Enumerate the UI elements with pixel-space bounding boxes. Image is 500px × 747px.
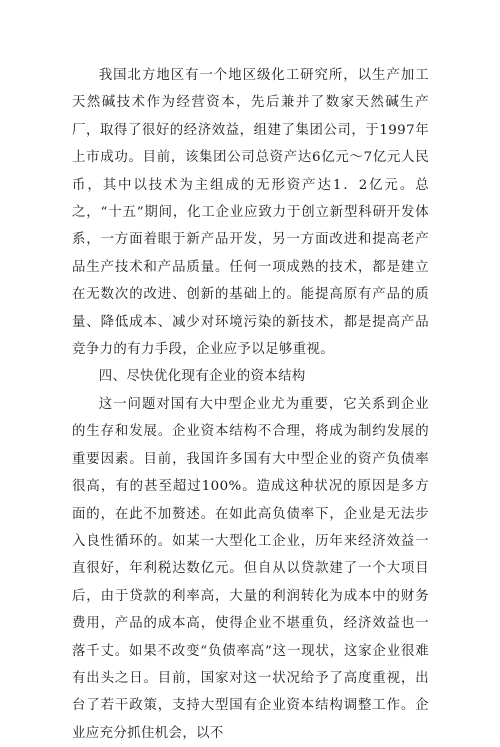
paragraph-capital-structure: 这一问题对国有大中型企业尤为重要，它关系到企业的生存和发展。企业资本结构不合理，将成为制约发展的重要因素。目前，我国许多国有大中型企业的资产负债率很高，有的甚至超过100%。造成这种状况的原因是多方面的，在此不加赘述。在如此高负债率下，企业是无法步入良性循环的。如某一大型化工企业，历年来经济效益一直很好，年利税达数亿元。但自从以贷款建了一个大项目后，由于贷款的利率高，大量的利润转化为成本中的财务费用，产品的成本高，使得企业不堪重负，经济效益也一落千丈。如果不改变“负债率高”这一现状，这家企业很难有出头之日。目前，国家对这一状况给予了高度重视，出台了若干政策，支持大型国有企业资本结构调整工作。企业应充分抓住机会，以不 — [72, 396, 429, 741]
document-body — [72, 62, 429, 747]
paragraph-chemical-institute: 我国北方地区有一个地区级化工研究所，以生产加工天然碱技术作为经营资本，先后兼并了数家天然碱生产厂，取得了很好的经济效益，组建了集团公司，于1997年上市成功。目前，该集团公司总资产达6亿元～7亿元人民币，其中以技术为主组成的无形资产达1．2亿元。总之，“十五”期间，化工企业应致力于创立新型科研开发体系，一方面着眼于新产品开发，另一方面改进和提高老产品生产技术和产品质量。任何一项成熟的技术，都是建立在无数次的改进、创新的基础上的。能提高原有产品的质量、降低成本、减少对环境污染的新技术，都是提高产品竞争力的有力手段，企业应予以足够重视。 — [72, 68, 429, 358]
section-heading: 四、尽快优化现有企业的资本结构 — [98, 369, 306, 385]
